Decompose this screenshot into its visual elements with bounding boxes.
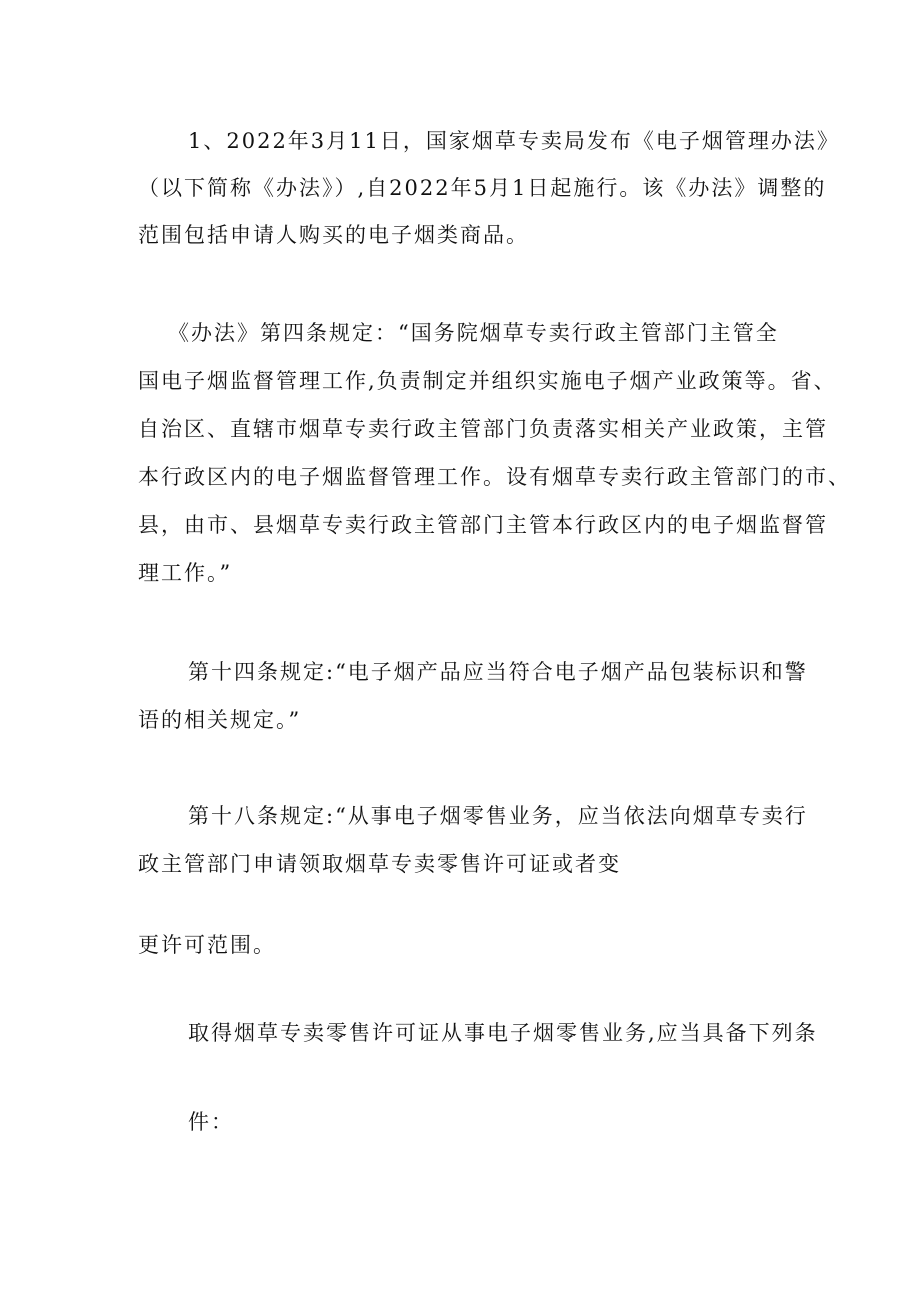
text-line: 第十四条规定:“电子烟产品应当符合电子烟产品包装标识和警	[188, 660, 808, 684]
text-line: 语的相关规定。”	[138, 708, 302, 732]
text-line: 自治区、直辖市烟草专卖行政主管部门负责落实相关产业政策，主管	[138, 417, 828, 441]
text-line: 1、2022年3月11日，国家烟草专卖局发布《电子烟管理办法》	[188, 129, 840, 153]
text-line: 理工作。”	[138, 561, 233, 585]
text-line: 件：	[188, 1110, 234, 1134]
text-line: 国电子烟监督管理工作,负责制定并组织实施电子烟产业政策等。省、	[138, 369, 837, 393]
text-line: 第十八条规定:“从事电子烟零售业务，应当依法向烟草专卖行	[188, 804, 808, 828]
text-line: 本行政区内的电子烟监督管理工作。设有烟草专卖行政主管部门的市、	[138, 465, 851, 489]
text-line: （以下简称《办法》）,自2022年5月1日起施行。该《办法》调整的	[138, 176, 827, 200]
text-line: 县，由市、县烟草专卖行政主管部门主管本行政区内的电子烟监督管	[138, 513, 828, 537]
text-line: 政主管部门申请领取烟草专卖零售许可证或者变	[138, 852, 621, 876]
text-line: 范围包括申请人购买的电子烟类商品。	[138, 223, 529, 247]
text-line: 更许可范围。	[138, 933, 276, 957]
text-line: 取得烟草专卖零售许可证从事电子烟零售业务,应当具备下列条	[188, 1021, 818, 1045]
text-line: 《办法》第四条规定：“国务院烟草专卖行政主管部门主管全	[168, 321, 779, 345]
